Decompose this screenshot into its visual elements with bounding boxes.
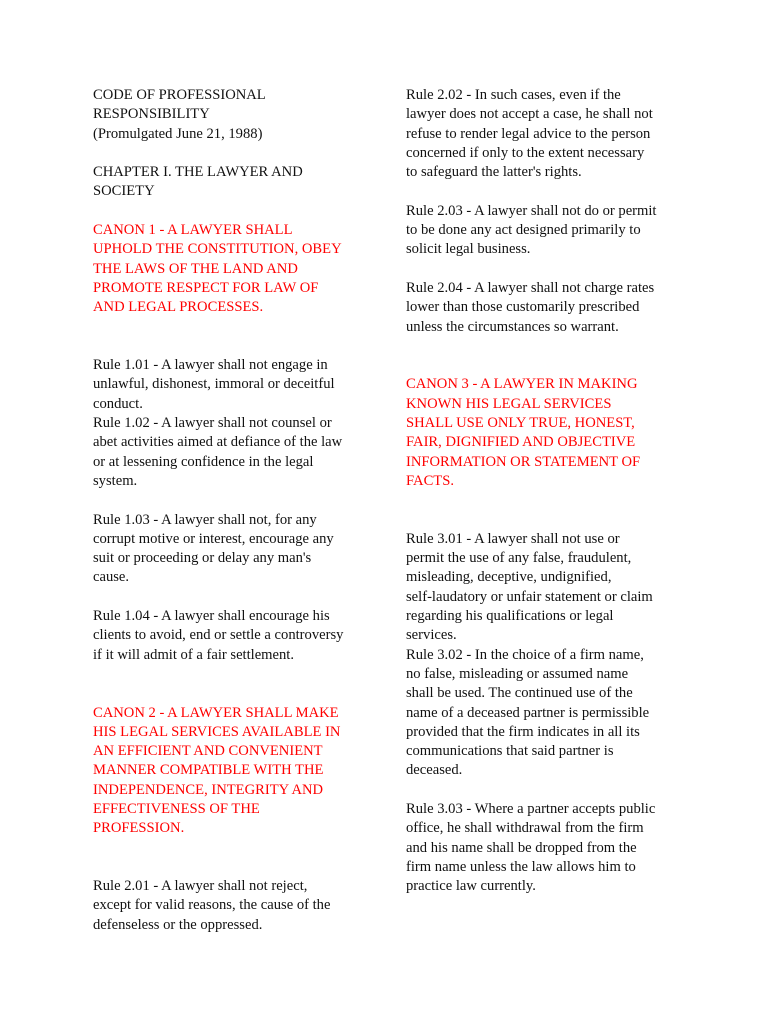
text-line: Rule 3.03 - Where a partner accepts public — [406, 800, 656, 817]
text-line: except for valid reasons, the cause of the — [93, 897, 331, 914]
text-line: corrupt motive or interest, encourage any — [93, 530, 334, 547]
text-line: system. — [93, 472, 138, 489]
rule-1-02 — [93, 414, 365, 491]
text-line: Rule 2.01 - A lawyer shall not reject, — [93, 878, 308, 895]
text-line: SHALL USE ONLY TRUE, HONEST, — [406, 415, 635, 432]
text-line: misleading, deceptive, undignified, — [406, 569, 612, 586]
chapter-heading — [93, 163, 365, 202]
text-line: or at lessening confidence in the legal — [93, 453, 314, 470]
text-line: no false, misleading or assumed name — [406, 665, 629, 682]
text-line: refuse to render legal advice to the person — [406, 125, 651, 142]
text-line: defenseless or the oppressed. — [93, 916, 263, 933]
text-line: Rule 3.02 - In the choice of a firm name, — [406, 646, 644, 663]
text-line: EFFECTIVENESS OF THE — [93, 800, 260, 817]
text-line: lower than those customarily prescribed — [406, 299, 640, 316]
text-line: Rule 2.04 - A lawyer shall not charge rates — [406, 279, 655, 296]
text-line: suit or proceeding or delay any man's — [93, 550, 312, 567]
text-line: Rule 1.02 - A lawyer shall not counsel or — [93, 415, 332, 432]
rule-1-03 — [93, 511, 365, 588]
text-line: CODE OF PROFESSIONAL — [93, 87, 266, 103]
right-column — [406, 86, 682, 896]
text-line: conduct. — [93, 395, 143, 412]
text-line: PROMOTE RESPECT FOR LAW OF — [93, 279, 319, 296]
text-line: MANNER COMPATIBLE WITH THE — [93, 762, 324, 779]
text-line: SOCIETY — [93, 183, 155, 200]
canon-3-heading — [406, 375, 682, 491]
text-line: Rule 1.01 - A lawyer shall not engage in — [93, 357, 328, 374]
rule-2-02 — [406, 86, 682, 182]
text-line: CANON 1 - A LAWYER SHALL — [93, 222, 293, 239]
text-line: regarding his qualifications or legal — [406, 608, 614, 625]
text-line: provided that the firm indicates in all its — [406, 723, 640, 740]
text-line: AN EFFICIENT AND CONVENIENT — [93, 743, 323, 760]
text-line: shall be used. The continued use of the — [406, 685, 633, 702]
text-line: firm name unless the law allows him to — [406, 858, 636, 875]
text-line: cause. — [93, 569, 130, 586]
rule-2-03 — [406, 202, 682, 260]
text-line: INDEPENDENCE, INTEGRITY AND — [93, 781, 324, 798]
text-line: unless the circumstances so warrant. — [406, 318, 619, 335]
document-title — [93, 86, 365, 144]
text-line: Rule 1.03 - A lawyer shall not, for any — [93, 511, 317, 528]
text-line: practice law currently. — [406, 878, 536, 895]
rule-3-02 — [406, 646, 682, 781]
text-line: AND LEGAL PROCESSES. — [93, 299, 264, 316]
text-line: CANON 3 - A LAWYER IN MAKING — [406, 376, 638, 393]
text-line: and his name shall be dropped from the — [406, 839, 637, 856]
rule-3-01 — [406, 530, 682, 646]
text-line: Rule 2.02 - In such cases, even if the — [406, 87, 621, 103]
text-line: CHAPTER I. THE LAWYER AND — [93, 164, 303, 181]
canon-1-heading — [93, 221, 365, 317]
rule-3-03 — [406, 800, 682, 896]
text-line: unlawful, dishonest, immoral or deceitful — [93, 376, 335, 393]
text-line: clients to avoid, end or settle a controversy — [93, 627, 344, 644]
text-line: Rule 2.03 - A lawyer shall not do or permit — [406, 202, 657, 219]
text-line: to safeguard the latter's rights. — [406, 164, 582, 181]
text-line: HIS LEGAL SERVICES AVAILABLE IN — [93, 723, 341, 740]
text-line: deceased. — [406, 762, 463, 779]
text-line: solicit legal business. — [406, 241, 531, 258]
text-line: permit the use of any false, fraudulent, — [406, 550, 632, 567]
text-line: Rule 3.01 - A lawyer shall not use or — [406, 530, 620, 547]
text-line: UPHOLD THE CONSTITUTION, OBEY — [93, 241, 342, 258]
text-line: communications that said partner is — [406, 743, 614, 760]
text-line: lawyer does not accept a case, he shall not — [406, 106, 653, 123]
canon-2-heading — [93, 704, 365, 839]
text-line: office, he shall withdrawal from the firm — [406, 820, 644, 837]
text-line: CANON 2 - A LAWYER SHALL MAKE — [93, 704, 339, 721]
rule-1-04 — [93, 607, 365, 665]
text-line: PROFESSION. — [93, 820, 185, 837]
rule-1-01 — [93, 356, 365, 414]
left-column — [93, 86, 365, 935]
text-line: THE LAWS OF THE LAND AND — [93, 260, 298, 277]
text-line: INFORMATION OR STATEMENT OF — [406, 453, 641, 470]
text-line: concerned if only to the extent necessary — [406, 144, 645, 161]
text-line: KNOWN HIS LEGAL SERVICES — [406, 395, 612, 412]
text-line: FACTS. — [406, 472, 454, 489]
text-line: name of a deceased partner is permissible — [406, 704, 650, 721]
text-line: RESPONSIBILITY — [93, 106, 210, 123]
text-line: if it will admit of a fair settlement. — [93, 646, 295, 663]
text-line: to be done any act designed primarily to — [406, 222, 641, 239]
rule-2-01 — [93, 877, 365, 935]
text-line: abet activities aimed at defiance of the law — [93, 434, 343, 451]
text-line: FAIR, DIGNIFIED AND OBJECTIVE — [406, 434, 636, 451]
text-line: self-laudatory or unfair statement or claim — [406, 588, 653, 605]
text-line: (Promulgated June 21, 1988) — [93, 125, 263, 142]
rule-2-04 — [406, 279, 682, 337]
text-line: Rule 1.04 - A lawyer shall encourage his — [93, 608, 330, 625]
text-line: services. — [406, 627, 457, 644]
